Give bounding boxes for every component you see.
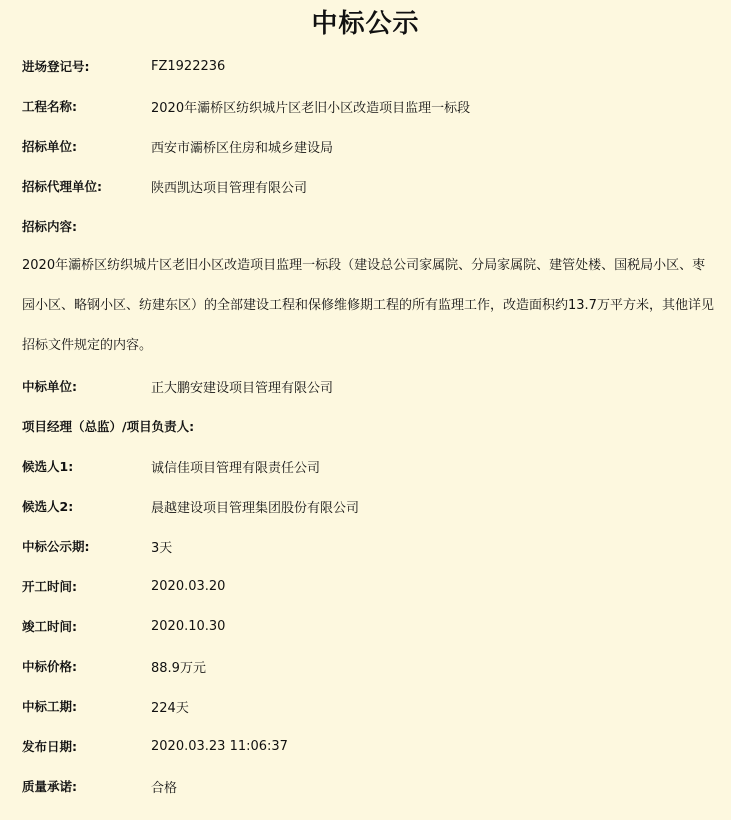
publish-date-label: 发布日期: (22, 739, 77, 754)
winner-label: 中标单位: (22, 379, 77, 394)
field-tenderer (0, 126, 731, 166)
field-reg-no (0, 46, 731, 86)
field-price (0, 646, 731, 686)
field-duration (0, 686, 731, 726)
page-title: 中标公示 (311, 9, 420, 39)
start-date-value: 2020.03.20 (151, 578, 226, 594)
end-date-value: 2020.10.30 (151, 618, 226, 634)
agent-label: 招标代理单位: (22, 179, 102, 194)
project-name-value: 2020年灞桥区纺织城片区老旧小区改造项目监理一标段 (151, 100, 471, 116)
price-label: 中标价格: (22, 659, 77, 674)
price-value: 88.9万元 (151, 660, 206, 676)
start-date-label: 开工时间: (22, 579, 77, 594)
candidate2-value: 晨越建设项目管理集团股份有限公司 (151, 500, 360, 516)
reg-no-value: FZ1922236 (151, 58, 226, 74)
manager-label: 项目经理（总监）/项目负责人: (22, 419, 195, 434)
agent-value: 陕西凯达项目管理有限公司 (151, 180, 308, 196)
candidate2-label: 候选人2: (22, 499, 74, 514)
field-content (0, 206, 731, 246)
field-project-name (0, 86, 731, 126)
candidate1-value: 诚信佳项目管理有限责任公司 (151, 460, 321, 476)
duration-label: 中标工期: (22, 699, 77, 714)
project-name-label: 工程名称: (22, 99, 77, 114)
tenderer-label: 招标单位: (22, 139, 77, 154)
field-candidate1 (0, 446, 731, 486)
winner-value: 正大鹏安建设项目管理有限公司 (151, 380, 334, 396)
field-winner (0, 366, 731, 406)
quality-value: 合格 (151, 780, 178, 796)
field-quality (0, 766, 731, 806)
content-value: 2020年灞桥区纺织城片区老旧小区改造项目监理一标段（建设总公司家属院、分局家属院、建管处楼、国税局小区、枣园小区、略钢小区、纺建东区）的全部建设工程和保修维修期工程的所有监理工作，改造面积约13.7万平方米，其他详见招标文件规定的内容。 (22, 258, 714, 353)
tenderer-value: 西安市灞桥区住房和城乡建设局 (151, 140, 334, 156)
duration-value: 224天 (151, 700, 189, 716)
field-publicity-period (0, 526, 731, 566)
publicity-period-label: 中标公示期: (22, 539, 90, 554)
publish-date-value: 2020.03.23 11:06:37 (151, 738, 288, 754)
field-publish-date (0, 726, 731, 766)
field-candidate2 (0, 486, 731, 526)
quality-label: 质量承诺: (22, 779, 77, 794)
publicity-period-value: 3天 (151, 540, 173, 556)
field-start-date (0, 566, 731, 606)
reg-no-label: 进场登记号: (22, 59, 90, 74)
field-agent (0, 166, 731, 206)
field-manager (0, 406, 731, 446)
content-label: 招标内容: (22, 219, 77, 234)
field-end-date (0, 606, 731, 646)
end-date-label: 竣工时间: (22, 619, 77, 634)
candidate1-label: 候选人1: (22, 459, 74, 474)
